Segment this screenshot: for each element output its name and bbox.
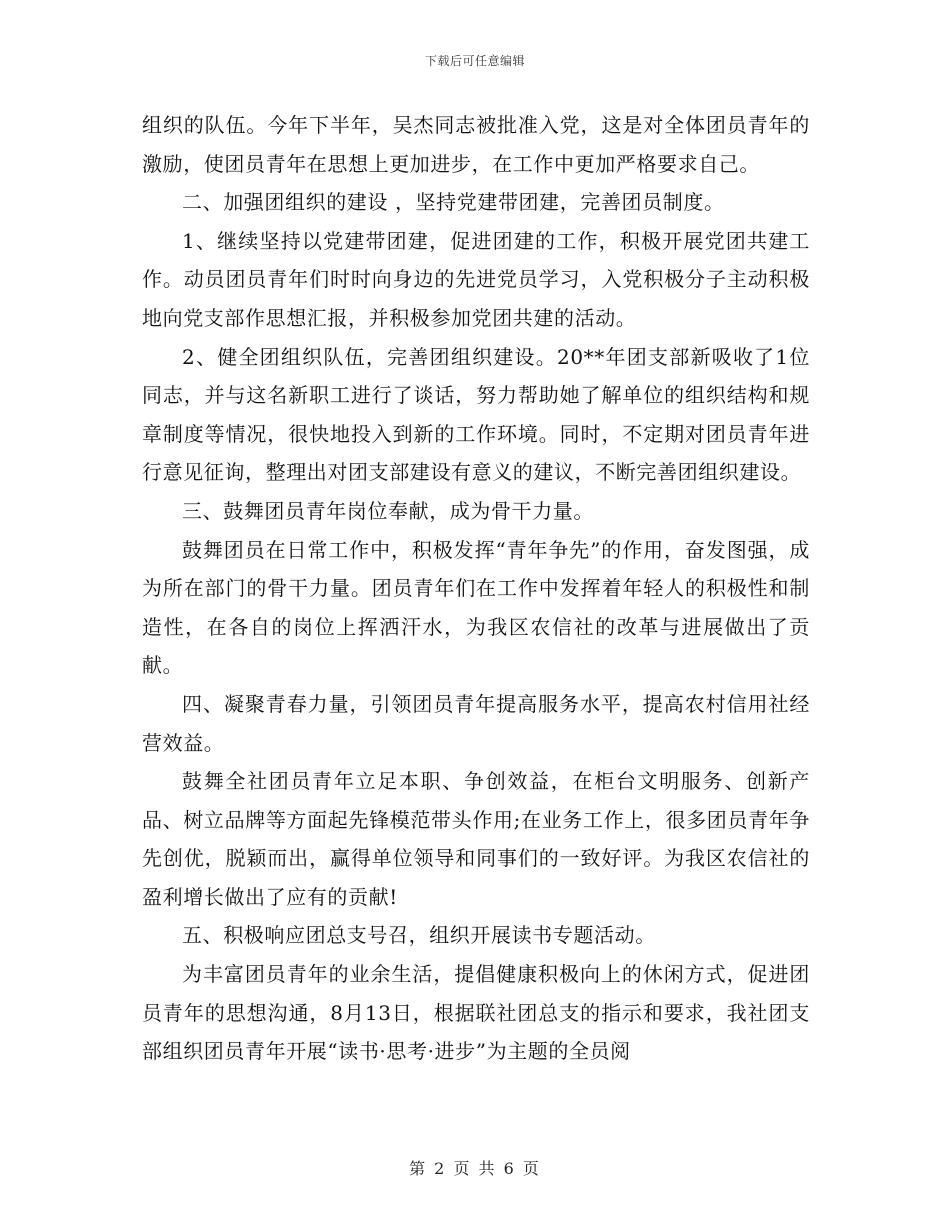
paragraph-1: 组织的队伍。今年下半年，吴杰同志被批准入党，这是对全体团员青年的激励，使团员青年在思想上更加进步，在工作中更加严格要求自己。 (142, 113, 810, 176)
paragraph-4: 2、健全团组织队伍，完善团组织建设。20**年团支部新吸收了1位同志，并与这名新职工进行了谈话，努力帮助她了解单位的组织结构和规章制度等情况，很快地投入到新的工作环境。同时，不定期对团员青年进行意见征询，整理出对团支部建设有意义的建议，不断完善团组织建设。 (142, 344, 810, 485)
page-header: 下载后可任意编辑 (424, 54, 525, 68)
paragraph-2: 二、加强团组织的建设 ，坚持党建带团建，完善团员制度。 (182, 190, 725, 215)
paragraph-7: 四、凝聚青春力量，引领团员青年提高服务水平，提高农村信用社经营效益。 (142, 691, 810, 755)
paragraph-3: 1、继续坚持以党建带团建，促进团建的工作，积极开展党团共建工作。动员团员青年们时时向身边的先进党员学习，入党积极分子主动积极地向党支部作思想汇报，并积极参加党团共建的活动。 (142, 228, 810, 330)
paragraph-6: 鼓舞团员在日常工作中，积极发挥“青年争先”的作用，奋发图强，成为所在部门的骨干力量。团员青年们在工作中发挥着年轻人的积极性和制造性，在各自的岗位上挥洒汗水，为我区农信社的改革与进展做出了贡献。 (142, 537, 810, 678)
document-body (142, 106, 810, 1071)
paragraph-10: 为丰富团员青年的业余生活，提倡健康积极向上的休闲方式，促进团员青年的思想沟通，8月13日，根据联社团总支的指示和要求，我社团支部组织团员青年开展“读书·思考·进步”为主题的全员阅 (142, 962, 810, 1064)
page-footer: 第 2 页 共 6 页 (409, 1159, 541, 1178)
paragraph-5: 三、鼓舞团员青年岗位奉献，成为骨干力量。 (182, 498, 594, 523)
paragraph-8: 鼓舞全社团员青年立足本职、争创效益，在柜台文明服务、创新产品、树立品牌等方面起先锋模范带头作用;在业务工作上，很多团员青年争先创优，脱颖而出，赢得单位领导和同事们的一致好评。为我区农信社的盈利增长做出了应有的贡献! (142, 769, 810, 909)
paragraph-9: 五、积极响应团总支号召，组织开展读书专题活动。 (182, 923, 656, 948)
